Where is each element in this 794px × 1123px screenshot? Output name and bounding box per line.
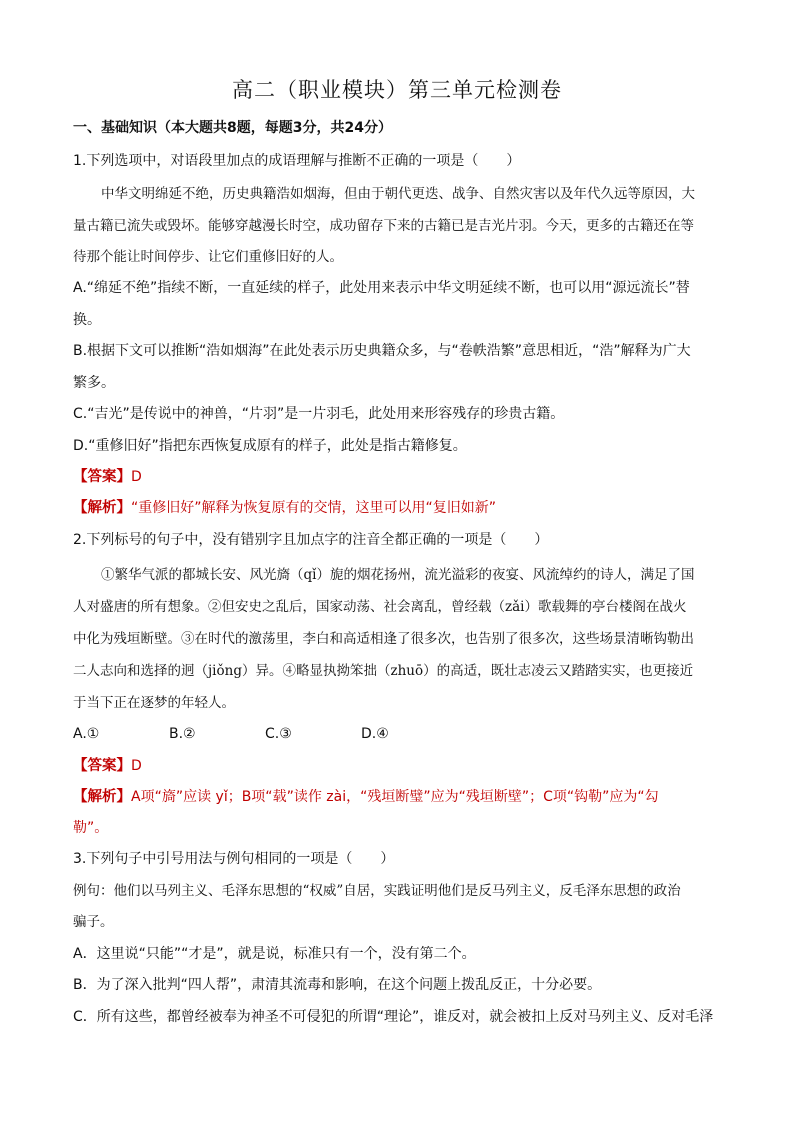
q2-passage-line: 二人志向和选择的迥（jiǒng）异。④略显执拗笨拙（zhuō）的高适，既壮志凌云又踏踏实实，也更接近 xyxy=(73,663,694,679)
q2-answer xyxy=(73,756,142,776)
q1-analysis xyxy=(73,498,496,518)
q2-passage-line: 中化为残垣断壁。③在时代的激荡里，李白和高适相逢了很多次，也告别了很多次，这些场景清晰钩勒出 xyxy=(73,631,694,647)
q2-options xyxy=(73,724,457,744)
answer-value: D xyxy=(131,758,142,774)
q3-option-a: A．这里说“只能”“才是”，就是说，标准只有一个，没有第二个。 xyxy=(73,946,476,962)
q1-answer xyxy=(73,467,142,487)
section-heading: 一、基础知识（本大题共8题，每题3分，共24分） xyxy=(73,120,392,136)
q3-option-b: B．为了深入批判“四人帮”，肃清其流毒和影响，在这个问题上拨乱反正，十分必要。 xyxy=(73,977,602,993)
analysis-text: A项“旖”应读 yǐ；B项“载”读作 zài，“残垣断璧”应为“残垣断壁”；C项“钩勒”应为“勾 xyxy=(131,789,659,805)
q1-passage-line: 待那个能让时间停步、让它们重修旧好的人。 xyxy=(73,249,343,265)
q2-analysis xyxy=(73,787,659,807)
q2-stem: 2.下列标号的句子中，没有错别字且加点字的注音全都正确的一项是（ ） xyxy=(73,532,549,548)
q1-passage-line: 量古籍已流失或毁坏。能够穿越漫长时空，成功留存下来的古籍已是吉光片羽。今天，更多的古籍还在等 xyxy=(73,218,694,234)
q2-analysis-cont: 勒”。 xyxy=(73,820,109,836)
q2-option: C.③ xyxy=(265,726,292,742)
q1-option-d: D.“重修旧好”指把东西恢复成原有的样子，此处是指古籍修复。 xyxy=(73,438,467,454)
q2-passage-line: 人对盛唐的所有想象。②但安史之乱后，国家动荡、社会离乱，曾经载（zǎi）歌载舞的亭台楼阁在战火 xyxy=(73,599,687,615)
q1-option-c: C.“吉光”是传说中的神兽，“片羽”是一片羽毛，此处用来形容残存的珍贵古籍。 xyxy=(73,406,565,422)
q2-option: A.① xyxy=(73,726,100,742)
q1-passage-line: 中华文明绵延不绝，历史典籍浩如烟海，但由于朝代更迭、战争、自然灾害以及年代久远等原因，大 xyxy=(101,186,695,202)
answer-value: D xyxy=(131,469,142,485)
q3-example-cont: 骗子。 xyxy=(73,914,114,930)
q1-stem: 1.下列选项中，对语段里加点的成语理解与推断不正确的一项是（ ） xyxy=(73,153,521,169)
q2-passage-line: ①繁华气派的都城长安、风光旖（qǐ）旎的烟花扬州，流光溢彩的夜宴、风流绰约的诗人，满足了国 xyxy=(101,567,695,583)
analysis-text: “重修旧好”解释为恢复原有的交情，这里可以用“复旧如新” xyxy=(131,500,497,516)
q3-option-c: C．所有这些，都曾经被奉为神圣不可侵犯的所谓“理论”，谁反对，就会被扣上反对马列主义、反对毛泽 xyxy=(73,1009,714,1025)
analysis-tag: 【解析】 xyxy=(73,789,131,805)
q1-option-b: B.根据下文可以推断“浩如烟海”在此处表示历史典籍众多，与“卷帙浩繁”意思相近，“浩”解释为广大 xyxy=(73,343,691,359)
q1-option-a: A.“绵延不绝”指续不断，一直延续的样子，此处用来表示中华文明延续不断，也可以用“源远流长”替 xyxy=(73,280,690,296)
page-title: 高二（职业模块）第三单元检测卷 xyxy=(232,78,562,102)
q2-option: B.② xyxy=(169,726,196,742)
answer-tag: 【答案】 xyxy=(73,758,131,774)
q3-example: 例句：他们以马列主义、毛泽东思想的“权威”自居，实践证明他们是反马列主义，反毛泽东思想的政治 xyxy=(73,883,681,899)
q1-option-a-cont: 换。 xyxy=(73,312,101,328)
answer-tag: 【答案】 xyxy=(73,469,131,485)
q3-stem: 3.下列句子中引号用法与例句相同的一项是（ ） xyxy=(73,851,395,867)
q1-option-b-cont: 繁多。 xyxy=(73,375,115,391)
q2-option: D.④ xyxy=(361,726,389,742)
analysis-tag: 【解析】 xyxy=(73,500,131,516)
q2-passage-line: 于当下正在逐梦的年轻人。 xyxy=(73,695,235,711)
